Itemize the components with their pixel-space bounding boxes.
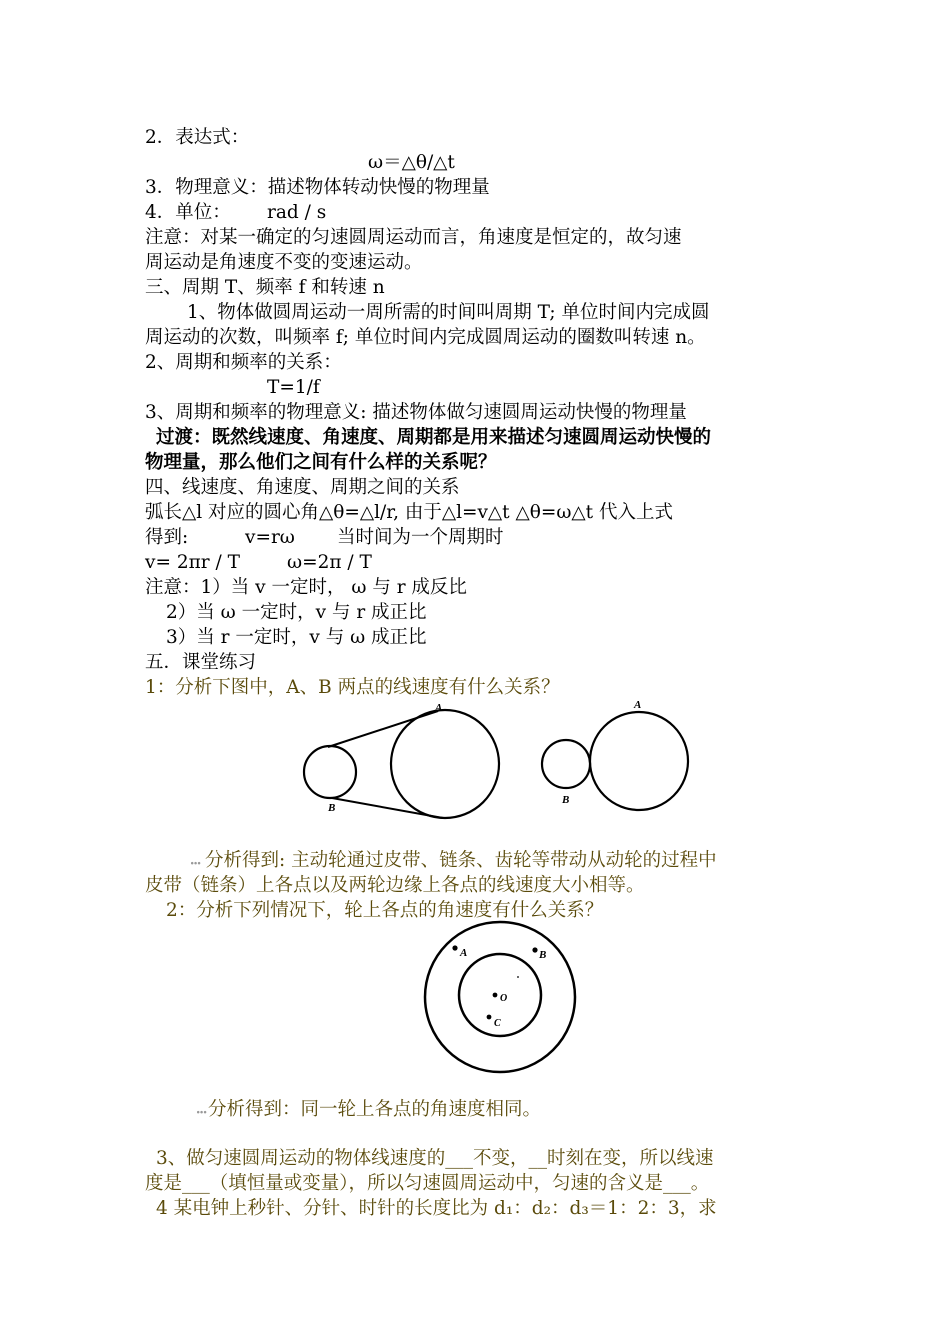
small-wheel-2 bbox=[542, 740, 590, 788]
text-line: 2、周期和频率的关系： bbox=[145, 352, 342, 373]
unit-text: rad / s bbox=[267, 202, 327, 223]
exercise-4: 4 某电钟上秒针、分针、时针的长度比为 d₁：d₂：d₃＝1：2：3，求 bbox=[156, 1198, 717, 1219]
belt-bottom bbox=[332, 798, 443, 818]
text-line: 3、周期和频率的物理意义: 描述物体做匀速圆周运动快慢的物理量 bbox=[145, 402, 687, 423]
note-line: 2）当 ω 一定时，v 与 r 成正比 bbox=[166, 602, 427, 623]
label-o: O bbox=[500, 993, 508, 1004]
label-a: A bbox=[460, 947, 468, 959]
text-line: 4．单位： bbox=[145, 202, 231, 223]
section-heading: 四、线速度、角速度、周期之间的关系 bbox=[145, 477, 460, 498]
large-wheel-1 bbox=[391, 710, 499, 818]
text-line: 周运动的次数，叫频率 f; 单位时间内完成圆周运动的圈数叫转速 n。 bbox=[145, 327, 706, 348]
figure-wheels-belt bbox=[300, 695, 695, 820]
analysis-1-cont: 皮带（链条）上各点以及两轮边缘上各点的线速度大小相等。 bbox=[145, 875, 645, 896]
text-line: 得到: bbox=[145, 527, 189, 548]
text-line: 弧长△l 对应的圆心角△θ=△l/r, 由于△l=v△t △θ=ω△t 代入上式 bbox=[145, 502, 673, 523]
text-line: 1、物体做圆周运动一周所需的时间叫周期 T; 单位时间内完成圆 bbox=[187, 302, 710, 323]
stray-dot bbox=[517, 976, 519, 978]
section-heading: 三、周期 T、频率 f 和转速 n bbox=[145, 277, 385, 298]
text-line: 3．物理意义：描述物体转动快慢的物理量 bbox=[145, 177, 490, 198]
note-line: 注意：1）当 v 一定时， ω 与 r 成反比 bbox=[145, 577, 467, 598]
large-wheel-2 bbox=[590, 712, 688, 810]
exercise-2: 2：分析下列情况下，轮上各点的角速度有什么关系？ bbox=[166, 900, 604, 921]
formula-omega-period: ω=2π / T bbox=[287, 552, 372, 573]
formula-omega: ω＝△θ/△t bbox=[368, 152, 455, 173]
transition-text: 物理量，那么他们之间有什么样的关系呢？ bbox=[145, 452, 497, 473]
label-b: B bbox=[539, 949, 547, 961]
note-line: 3）当 r 一定时，v 与 ω 成正比 bbox=[166, 627, 427, 648]
analysis-1: 分析得到: 主动轮通过皮带、链条、齿轮等带动从动轮的过程中 bbox=[205, 850, 717, 871]
text-line: 2．表达式： bbox=[145, 127, 250, 148]
point-c bbox=[487, 1015, 492, 1020]
point-a bbox=[452, 945, 457, 950]
small-mark: ∙∙∙ bbox=[196, 1108, 207, 1118]
label-c: C bbox=[494, 1018, 501, 1029]
transition-text: 过渡：既然线速度、角速度、周期都是用来描述匀速圆周运动快慢的 bbox=[156, 427, 712, 448]
figure-concentric-wheel bbox=[420, 918, 580, 1078]
text-line: 当时间为一个周期时 bbox=[337, 527, 504, 548]
exercise-1: 1：分析下图中，A、B 两点的线速度有什么关系？ bbox=[145, 677, 560, 698]
formula-v: v=rω bbox=[245, 527, 295, 548]
text-line: 周运动是角速度不变的变速运动。 bbox=[145, 252, 423, 273]
point-o bbox=[493, 993, 498, 998]
small-wheel-1 bbox=[304, 746, 356, 798]
exercise-3: 3、做匀速圆周运动的物体线速度的___不变，__时刻在变，所以线速 bbox=[156, 1148, 714, 1169]
label-b-left: B bbox=[328, 802, 336, 814]
analysis-2: 分析得到：同一轮上各点的角速度相同。 bbox=[208, 1099, 542, 1120]
label-b-right: B bbox=[562, 794, 570, 806]
point-b bbox=[532, 947, 537, 952]
small-mark: ∙∙∙ bbox=[190, 859, 201, 869]
formula-v-period: v= 2πr / T bbox=[145, 552, 240, 573]
exercise-3-cont: 度是___（填恒量或变量），所以匀速圆周运动中，匀速的含义是___。 bbox=[145, 1173, 710, 1194]
text-line: 注意：对某一确定的匀速圆周运动而言，角速度是恒定的，故匀速 bbox=[145, 227, 682, 248]
label-a-left: A bbox=[435, 702, 443, 714]
section-heading: 五．课堂练习 bbox=[145, 652, 257, 673]
formula-period: T=1/f bbox=[267, 377, 320, 398]
label-a-right: A bbox=[634, 699, 642, 711]
belt-top bbox=[328, 711, 438, 747]
